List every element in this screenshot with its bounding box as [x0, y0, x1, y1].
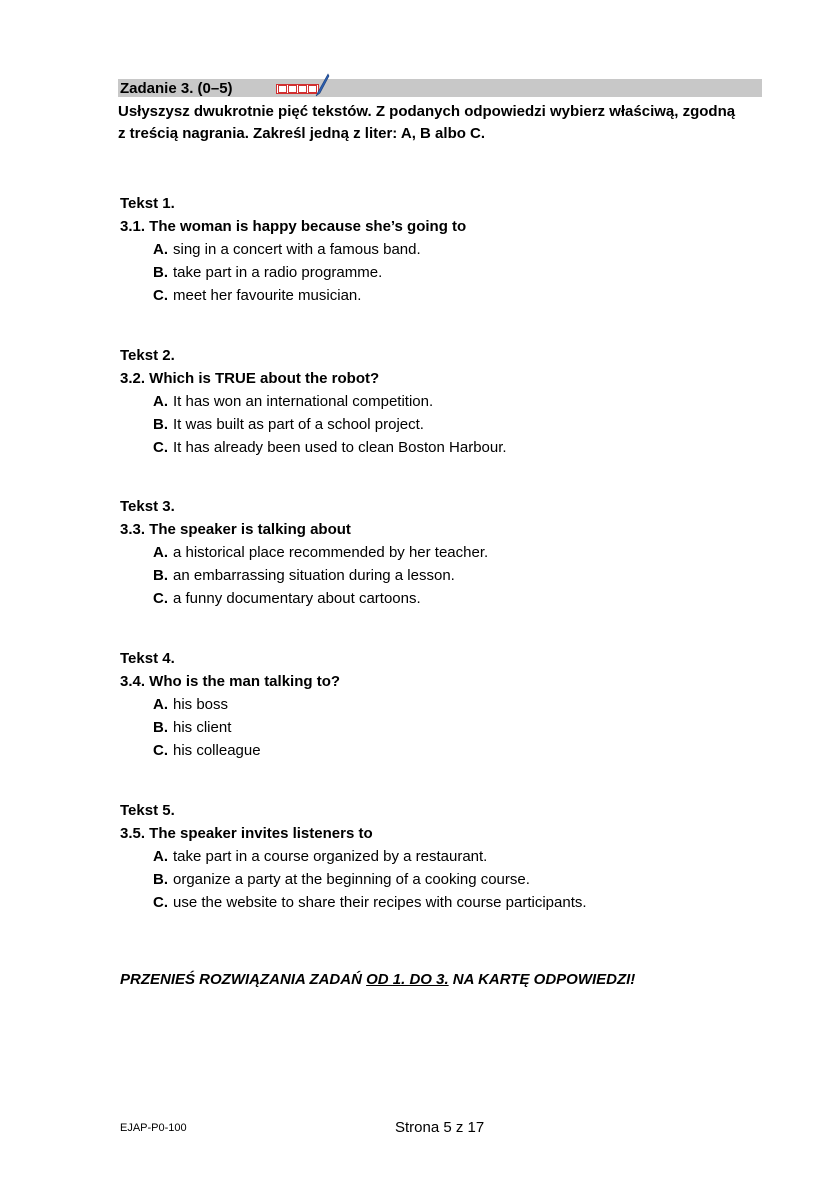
score-box [288, 85, 297, 93]
option-a[interactable] [153, 845, 770, 868]
option-letter: A. [153, 696, 168, 713]
text-label: Tekst 1. [120, 195, 175, 212]
option-letter: B. [153, 719, 168, 736]
text-section-1 [120, 192, 770, 307]
option-c[interactable] [153, 587, 770, 610]
option-a[interactable] [153, 390, 770, 413]
note-part-1: PRZENIEŚ ROZWIĄZANIA ZADAŃ [120, 971, 367, 988]
exam-code: EJAP-P0-100 [120, 1122, 187, 1134]
option-text: take part in a course organized by a restaurant. [173, 848, 488, 865]
option-text: sing in a concert with a famous band. [173, 241, 421, 258]
option-b[interactable] [153, 261, 770, 284]
option-c[interactable] [153, 284, 770, 307]
transfer-answers-note [120, 969, 635, 991]
question: 3.5. The speaker invites listeners to [120, 825, 373, 842]
question: 3.1. The woman is happy because she’s going to [120, 218, 467, 235]
text-label: Tekst 3. [120, 498, 175, 515]
option-text: take part in a radio programme. [173, 264, 383, 281]
option-letter: B. [153, 567, 168, 584]
question: 3.3. The speaker is talking about [120, 521, 351, 538]
option-letter: C. [153, 590, 168, 607]
option-letter: B. [153, 871, 168, 888]
text-section-3 [120, 495, 770, 610]
option-letter: A. [153, 241, 168, 258]
option-text: organize a party at the beginning of a cooking course. [173, 871, 530, 888]
text-label: Tekst 2. [120, 347, 175, 364]
instruction-line-2: z treścią nagrania. Zakreśl jedną z liter: A, B albo C. [118, 125, 486, 142]
option-letter: C. [153, 439, 168, 456]
option-c[interactable] [153, 436, 770, 459]
option-letter: B. [153, 264, 168, 281]
task-instruction [118, 101, 768, 145]
option-letter: C. [153, 287, 168, 304]
question: 3.2. Which is TRUE about the robot? [120, 370, 380, 387]
option-b[interactable] [153, 413, 770, 436]
option-letter: C. [153, 742, 168, 759]
instruction-line-1: Usłyszysz dwukrotnie pięć tekstów. Z podanych odpowiedzi wybierz właściwą, zgodną [118, 103, 736, 120]
task-header [118, 79, 762, 97]
option-a[interactable] [153, 541, 770, 564]
option-c[interactable] [153, 891, 770, 914]
option-letter: B. [153, 416, 168, 433]
option-b[interactable] [153, 716, 770, 739]
option-text: It was built as part of a school project. [173, 416, 424, 433]
page-number: Strona 5 z 17 [395, 1119, 485, 1136]
option-b[interactable] [153, 868, 770, 891]
note-part-3: NA KARTĘ ODPOWIEDZI! [448, 971, 636, 988]
note-part-2: OD 1. DO 3. [366, 971, 449, 988]
option-text: an embarrassing situation during a lesson. [173, 567, 455, 584]
option-a[interactable] [153, 693, 770, 716]
pen-icon [314, 73, 330, 97]
text-section-2 [120, 344, 770, 459]
option-a[interactable] [153, 238, 770, 261]
option-text: his client [173, 719, 232, 736]
option-text: meet her favourite musician. [173, 287, 362, 304]
option-text: his colleague [173, 742, 261, 759]
score-box [278, 85, 287, 93]
text-section-5 [120, 799, 770, 914]
option-letter: A. [153, 848, 168, 865]
option-letter: C. [153, 894, 168, 911]
option-text: his boss [173, 696, 229, 713]
option-text: use the website to share their recipes with course participants. [173, 894, 587, 911]
task-title: Zadanie 3. (0–5) [120, 80, 233, 97]
option-letter: A. [153, 393, 168, 410]
question: 3.4. Who is the man talking to? [120, 673, 341, 690]
option-text: a funny documentary about cartoons. [173, 590, 421, 607]
text-label: Tekst 5. [120, 802, 175, 819]
score-box [298, 85, 307, 93]
option-c[interactable] [153, 739, 770, 762]
score-boxes-icon [276, 84, 319, 94]
text-label: Tekst 4. [120, 650, 175, 667]
option-text: It has won an international competition. [173, 393, 434, 410]
option-b[interactable] [153, 564, 770, 587]
option-text: It has already been used to clean Boston Harbour. [173, 439, 507, 456]
option-letter: A. [153, 544, 168, 561]
text-section-4 [120, 647, 770, 762]
option-text: a historical place recommended by her teacher. [173, 544, 489, 561]
